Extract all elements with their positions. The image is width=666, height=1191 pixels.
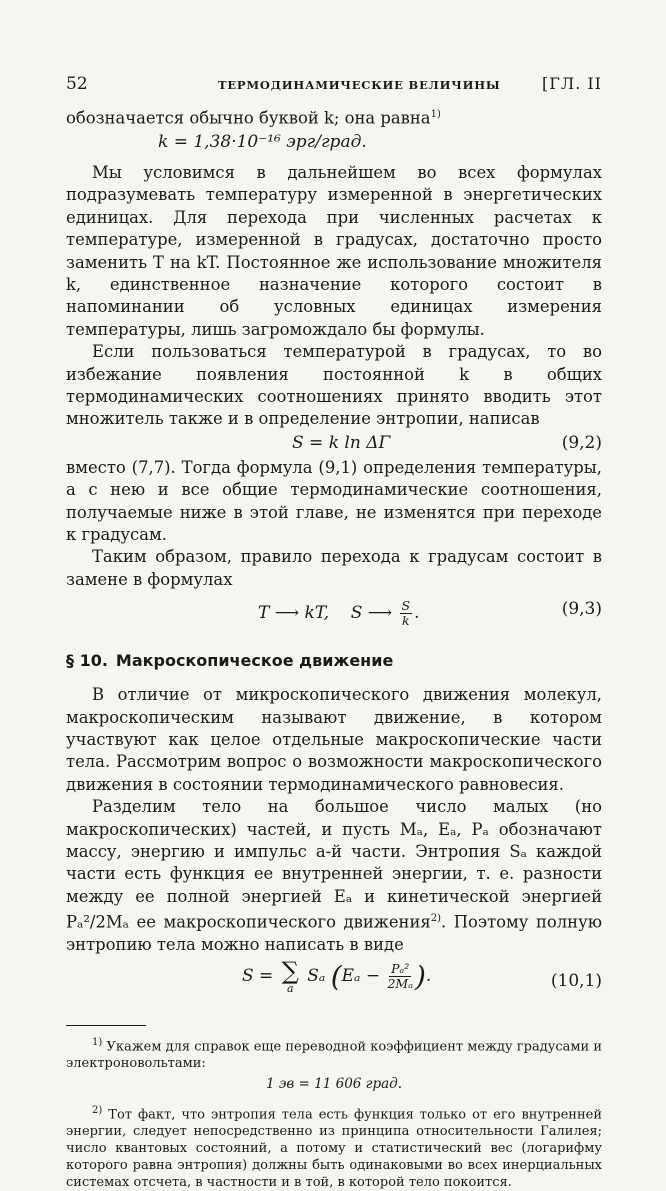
running-title: ТЕРМОДИНАМИЧЕСКИЕ ВЕЛИЧИНЫ [218,78,501,92]
page-number: 52 [66,74,88,94]
paragraph-5: Таким образом, правило перехода к градусам состоит в замене в формулах [66,547,602,589]
footnote-ref-2: 2) [430,913,441,925]
footnote-1-formula: 1 эв = 11 606 град. [265,1075,403,1092]
section-title: Макроскопическое движение [115,651,394,671]
paragraph-3: Если пользоваться температурой в градусах, то во избежание появления постоянной k в общих термодинамических соотношениях принято вводить этот множитель также и в определение энтропии, написав [66,342,602,429]
footnote-ref-1: 1) [430,109,441,120]
sum-symbol [281,956,299,995]
footnote-2 [66,1102,602,1191]
boltzmann-constant: k = 1,38·10⁻¹⁶ эрг/град. [158,131,367,152]
section-heading [66,651,602,670]
paragraph-7-tail: . Поэтому полную энтропию тела можно написать в виде [66,912,602,955]
paragraph-1-text: обозначается обычно буквой k; она равна [66,108,431,128]
eq101-term: Sₐ [307,965,326,986]
paragraph-1 [66,104,602,130]
eq101-tail: . [425,965,432,986]
eq93-numerator: S [401,598,411,614]
equation-10-1-formula [242,956,432,995]
running-header [66,74,602,98]
equation-9-3-number: (9,3) [561,599,602,620]
equation-9-2-formula: S = k ln ΔΓ [292,432,391,453]
eq101-numerator: Pₐ² [391,960,410,976]
sum-sigma: ∑ [281,956,299,985]
footnote-1-mark: 1) [92,1036,103,1048]
paragraph-7 [66,796,602,956]
equation-10-1-number: (10,1) [550,970,602,991]
equation-9-3 [66,591,602,629]
footnote-divider [66,1025,146,1026]
equation-10-1 [66,957,602,1009]
eq101-fraction [387,962,412,991]
eq101-inner: Eₐ − [341,965,381,986]
sum-index: a [286,981,294,995]
eq101-close-paren: ) [414,959,426,993]
paragraph-2: Мы условимся в дальнейшем во всех формулах подразумевать температуру измеренной в энергетических единицах. Для перехода при численных расчетах к температуре, измеренной в градусах, достаточно просто заменить T на kT. Постоянное же использование множителя k, единственное назначение которого состоит в напоминании об условных единицах измерения температуры, лишь загромождало бы формулы. [66,162,602,339]
eq101-denominator: 2Mₐ [387,975,413,991]
footnote-1-text: Укажем для справок еще переводной коэффициент между градусами и электроновольтами: [66,1038,602,1071]
eq101-open-paren: ( [330,959,342,993]
eq93-tail: . [414,603,420,624]
paragraph-7-text: Разделим тело на большое число малых (но макроскопических) частей, и пусть Mₐ, Eₐ, Pₐ обозначают массу, энергию и импульс a-й части. Энтропия Sₐ каждой части есть функция ее внутренней энергии, т. е. разности между ее полной энергией Eₐ и кинетической энергией Pₐ²/2Mₐ ее макроскопического движения [66,797,602,932]
eq101-lhs: S = [242,965,274,986]
eq93-s-arrow: S ⟶ [350,603,393,624]
equation-9-3-formula [258,599,420,628]
paragraph-4: вместо (7,7). Тогда формула (9,1) определения температуры, а с нею и все общие термодинамические соотношения, получаемые ниже в этой главе, не изменятся при переходе к градусам. [66,457,602,544]
chapter-label: [ГЛ. II [542,74,602,93]
eq93-denominator: k [402,613,410,629]
footnote-1 [66,1034,602,1072]
book-page [66,74,602,1191]
section-number: § 10. [66,651,108,671]
footnote-2-text: Тот факт, что энтропия тела есть функция только от его внутренней энергии, следует непосредственно из принципа относительности Галилея; число квантовых состояний, а потому и статистический вес (логарифму которого равна энтропия) должны быть одинаковыми во всех инерциальных системах отсчета, в частности и в той, в которой тело покоится. [66,1107,602,1191]
boltzmann-constant-formula [66,130,602,156]
equation-9-2-number: (9,2) [561,432,602,453]
footnote-2-mark: 2) [92,1104,103,1116]
eq93-left: T ⟶ kT, [258,603,330,624]
paragraph-6: В отличие от микроскопического движения молекул, макроскопическим называют движение, в котором участвуют как целое отдельные макроскопические части тела. Рассмотрим вопрос о возможности макроскопического движения в состоянии термодинамического равновесия. [66,685,602,794]
eq93-fraction [400,599,413,628]
equation-9-2 [66,431,602,457]
